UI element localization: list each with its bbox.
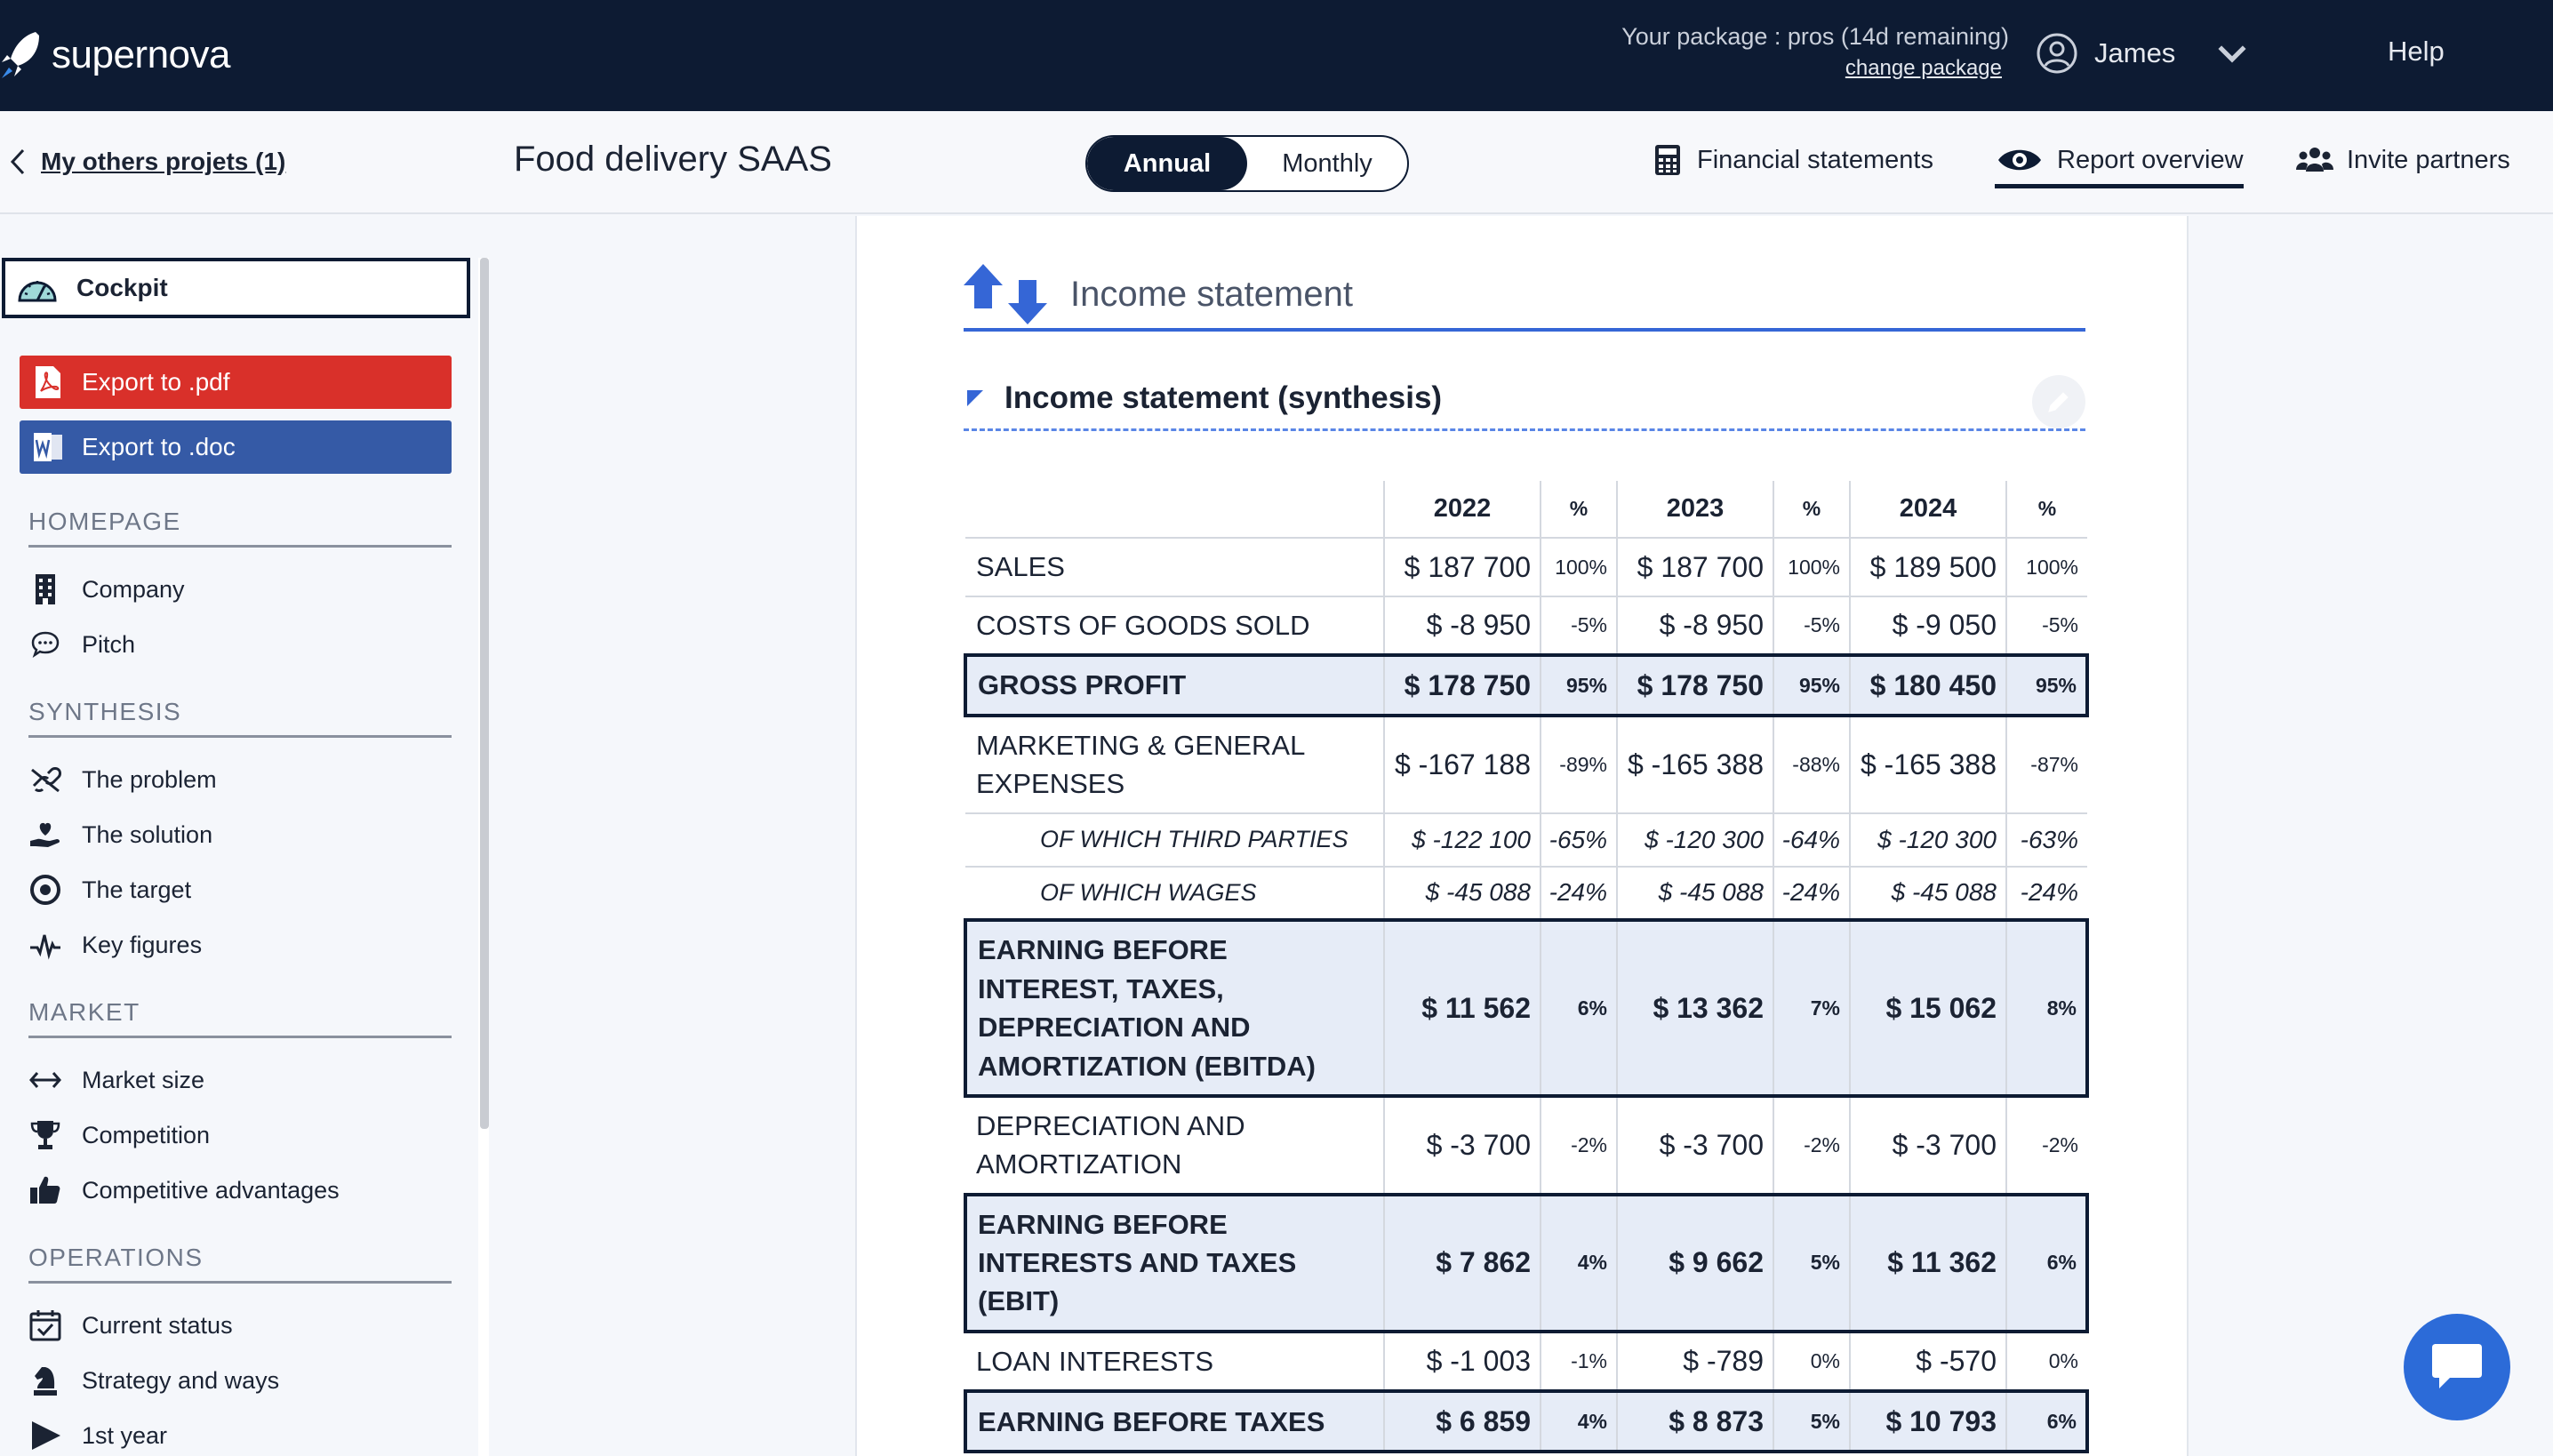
table-header-row bbox=[965, 481, 2087, 538]
amount-cell: $ 187 700 bbox=[1617, 538, 1773, 596]
percent-cell: -63% bbox=[2006, 813, 2087, 867]
table-row bbox=[965, 1391, 2087, 1452]
percent-cell: 6% bbox=[1541, 920, 1617, 1096]
percent-cell: 6% bbox=[2006, 1391, 2087, 1452]
amount-cell: $ 178 750 bbox=[1384, 655, 1541, 715]
amount-cell: $ 11 362 bbox=[1850, 1195, 2006, 1332]
table-row bbox=[965, 813, 2087, 867]
change-package-link[interactable]: change package bbox=[1845, 56, 2002, 80]
row-label: SALES bbox=[965, 538, 1384, 596]
row-label: EARNING BEFORE TAXES bbox=[965, 1391, 1384, 1452]
user-menu[interactable] bbox=[2036, 28, 2253, 78]
percent-cell: -5% bbox=[1541, 596, 1617, 655]
table-row bbox=[965, 867, 2087, 921]
amount-cell: $ -3 700 bbox=[1850, 1096, 2006, 1195]
section-synthesis: SYNTHESIS bbox=[28, 698, 452, 738]
export-doc-label: Export to .doc bbox=[82, 433, 236, 460]
sidebar-scrollbar-thumb[interactable] bbox=[480, 258, 489, 1129]
export-pdf-button[interactable] bbox=[20, 356, 452, 409]
income-statement-table bbox=[964, 481, 2089, 1453]
report-panel bbox=[855, 216, 2189, 1456]
amount-cell: $ 11 562 bbox=[1384, 920, 1541, 1096]
amount-cell: $ 13 362 bbox=[1617, 920, 1773, 1096]
toggle-monthly[interactable]: Monthly bbox=[1282, 148, 1373, 178]
table-row bbox=[965, 1096, 2087, 1195]
sidebar-item-1st-year[interactable] bbox=[28, 1419, 167, 1452]
amount-cell: $ -45 088 bbox=[1617, 867, 1773, 921]
amount-cell: $ -120 300 bbox=[1850, 813, 2006, 867]
project-title: Food delivery SAAS bbox=[514, 140, 832, 179]
thumbs-up-icon bbox=[28, 1173, 62, 1207]
trophy-icon bbox=[28, 1118, 62, 1152]
toggle-annual[interactable]: Annual bbox=[1087, 137, 1247, 190]
sidebar-item-competitive-advantages[interactable] bbox=[28, 1173, 340, 1207]
percent-cell: 8% bbox=[2006, 920, 2087, 1096]
percent-cell: -2% bbox=[2006, 1096, 2087, 1195]
header-blank bbox=[965, 481, 1384, 538]
percent-cell: 7% bbox=[1773, 920, 1850, 1096]
percent-cell: 100% bbox=[1541, 538, 1617, 596]
percent-cell: -2% bbox=[1541, 1096, 1617, 1195]
percent-cell: 95% bbox=[1541, 655, 1617, 715]
invite-partners-label: Invite partners bbox=[2347, 145, 2510, 174]
sidebar-item-label: Key figures bbox=[82, 931, 203, 958]
percent-cell: -24% bbox=[1541, 867, 1617, 921]
user-name: James bbox=[2094, 37, 2176, 68]
sidebar-item-company[interactable] bbox=[28, 572, 185, 606]
amount-cell: $ 7 862 bbox=[1384, 1195, 1541, 1332]
sidebar-item-market-size[interactable] bbox=[28, 1063, 204, 1097]
percent-cell: 4% bbox=[1541, 1195, 1617, 1332]
amount-cell: $ -165 388 bbox=[1850, 716, 2006, 813]
header-pct: % bbox=[2006, 481, 2087, 538]
percent-cell: -65% bbox=[1541, 813, 1617, 867]
play-icon bbox=[28, 1419, 62, 1452]
cockpit-button[interactable] bbox=[2, 258, 470, 318]
table-row bbox=[965, 1195, 2087, 1332]
report-overview-button[interactable] bbox=[1995, 143, 2244, 188]
sidebar-item-competition[interactable] bbox=[28, 1118, 210, 1152]
row-label: LOAN INTERESTS bbox=[965, 1332, 1384, 1391]
logo-text: supernova bbox=[52, 33, 230, 76]
amount-cell: $ 178 750 bbox=[1617, 655, 1773, 715]
pencil-icon bbox=[2045, 388, 2072, 415]
percent-cell: 5% bbox=[1773, 1391, 1850, 1452]
percent-cell: 4% bbox=[1541, 1391, 1617, 1452]
logo[interactable] bbox=[0, 27, 230, 84]
percent-cell: -5% bbox=[2006, 596, 2087, 655]
percent-cell: 6% bbox=[2006, 1195, 2087, 1332]
gauge-icon bbox=[16, 270, 59, 306]
report-overview-label: Report overview bbox=[2057, 145, 2244, 174]
rocket-icon bbox=[0, 28, 43, 82]
chevron-down-icon[interactable] bbox=[2211, 32, 2253, 75]
top-bar bbox=[0, 0, 2553, 111]
amount-cell: $ -120 300 bbox=[1617, 813, 1773, 867]
calendar-check-icon bbox=[28, 1308, 62, 1342]
amount-cell: $ 180 450 bbox=[1850, 655, 2006, 715]
amount-cell: $ -122 100 bbox=[1384, 813, 1541, 867]
percent-cell: -89% bbox=[1541, 716, 1617, 813]
sidebar-item-label: 1st year bbox=[82, 1421, 168, 1449]
section-title: Income statement bbox=[1070, 274, 1353, 314]
section-homepage: HOMEPAGE bbox=[28, 508, 452, 548]
percent-cell: 0% bbox=[1773, 1332, 1850, 1391]
help-link[interactable]: Help bbox=[2388, 36, 2445, 67]
sidebar-item-key-figures[interactable] bbox=[28, 928, 202, 962]
amount-cell: $ -570 bbox=[1850, 1332, 2006, 1391]
sidebar-item-the-solution[interactable] bbox=[28, 818, 212, 852]
back-to-projects[interactable] bbox=[7, 147, 285, 177]
row-label: OF WHICH WAGES bbox=[965, 867, 1384, 921]
percent-cell: -2% bbox=[1773, 1096, 1850, 1195]
sidebar-item-label: The problem bbox=[82, 765, 217, 793]
financial-statements-label: Financial statements bbox=[1697, 145, 1933, 174]
chat-bubble-icon bbox=[2429, 1342, 2485, 1392]
up-down-arrows-icon bbox=[964, 262, 1049, 326]
project-bar bbox=[0, 111, 2553, 214]
sidebar-item-label: Company bbox=[82, 575, 185, 603]
target-icon bbox=[28, 873, 62, 907]
percent-cell: -88% bbox=[1773, 716, 1850, 813]
amount-cell: $ -3 700 bbox=[1617, 1096, 1773, 1195]
header-pct: % bbox=[1773, 481, 1850, 538]
sidebar-item-label: The solution bbox=[82, 820, 213, 848]
section-market: MARKET bbox=[28, 998, 452, 1038]
sidebar-item-label: Current status bbox=[82, 1311, 233, 1339]
row-label: COSTS OF GOODS SOLD bbox=[965, 596, 1384, 655]
pdf-icon bbox=[32, 364, 64, 400]
package-info bbox=[1582, 23, 2009, 81]
table-row bbox=[965, 596, 2087, 655]
amount-cell: $ 15 062 bbox=[1850, 920, 2006, 1096]
sidebar-item-the-target[interactable] bbox=[28, 873, 191, 907]
chevron-left-icon bbox=[7, 147, 28, 177]
users-icon bbox=[2295, 143, 2334, 177]
percent-cell: 5% bbox=[1773, 1195, 1850, 1332]
percent-cell: 0% bbox=[2006, 1332, 2087, 1391]
amount-cell: $ -45 088 bbox=[1850, 867, 2006, 921]
hand-heart-icon bbox=[28, 818, 62, 852]
table-row bbox=[965, 920, 2087, 1096]
corner-flag-icon bbox=[965, 388, 985, 408]
header-pct: % bbox=[1541, 481, 1617, 538]
financial-statements-button[interactable] bbox=[1651, 143, 1933, 177]
edit-button[interactable] bbox=[2032, 375, 2085, 428]
amount-cell: $ -167 188 bbox=[1384, 716, 1541, 813]
percent-cell: 100% bbox=[2006, 538, 2087, 596]
header-year: 2023 bbox=[1617, 481, 1773, 538]
amount-cell: $ -9 050 bbox=[1850, 596, 2006, 655]
chess-knight-icon bbox=[28, 1364, 62, 1397]
percent-cell: 100% bbox=[1773, 538, 1850, 596]
sidebar-item-label: Pitch bbox=[82, 630, 136, 658]
amount-cell: $ 187 700 bbox=[1384, 538, 1541, 596]
sidebar-item-label: Competition bbox=[82, 1121, 211, 1148]
row-label: OF WHICH THIRD PARTIES bbox=[965, 813, 1384, 867]
back-label[interactable]: My others projets (1) bbox=[41, 148, 286, 175]
table-row bbox=[965, 538, 2087, 596]
table-row bbox=[965, 1332, 2087, 1391]
percent-cell: 95% bbox=[2006, 655, 2087, 715]
amount-cell: $ -3 700 bbox=[1384, 1096, 1541, 1195]
sidebar-item-label: Strategy and ways bbox=[82, 1366, 280, 1394]
user-circle-icon bbox=[2036, 32, 2078, 75]
pulse-icon bbox=[28, 928, 62, 962]
invite-partners-button[interactable] bbox=[2295, 143, 2510, 177]
table-row bbox=[965, 655, 2087, 715]
row-label: EARNING BEFORE INTERESTS AND TAXES (EBIT) bbox=[965, 1195, 1384, 1332]
row-label: EARNING BEFORE INTEREST, TAXES, DEPRECIATION AND AMORTIZATION (EBITDA) bbox=[965, 920, 1384, 1096]
sidebar-item-label: Market size bbox=[82, 1066, 205, 1093]
sidebar-item-current-status[interactable] bbox=[28, 1308, 233, 1342]
amount-cell: $ -789 bbox=[1617, 1332, 1773, 1391]
row-label: MARKETING & GENERAL EXPENSES bbox=[965, 716, 1384, 813]
chat-button[interactable] bbox=[2404, 1314, 2510, 1420]
broken-link-icon bbox=[28, 763, 62, 796]
amount-cell: $ 9 662 bbox=[1617, 1195, 1773, 1332]
building-icon bbox=[28, 572, 62, 606]
table-body bbox=[965, 538, 2087, 1452]
period-toggle bbox=[1085, 135, 1409, 192]
table-row bbox=[965, 716, 2087, 813]
sidebar-item-the-problem[interactable] bbox=[28, 763, 217, 796]
amount-cell: $ 8 873 bbox=[1617, 1391, 1773, 1452]
amount-cell: $ -165 388 bbox=[1617, 716, 1773, 813]
percent-cell: 95% bbox=[1773, 655, 1850, 715]
header-year: 2022 bbox=[1384, 481, 1541, 538]
cockpit-label: Cockpit bbox=[76, 274, 168, 301]
amount-cell: $ -8 950 bbox=[1617, 596, 1773, 655]
amount-cell: $ -1 003 bbox=[1384, 1332, 1541, 1391]
export-doc-button[interactable] bbox=[20, 420, 452, 474]
percent-cell: -87% bbox=[2006, 716, 2087, 813]
sidebar-item-pitch[interactable] bbox=[28, 628, 135, 661]
row-label: GROSS PROFIT bbox=[965, 655, 1384, 715]
package-text: Your package : pros (14d remaining) bbox=[1621, 23, 2009, 50]
row-label: DEPRECIATION AND AMORTIZATION bbox=[965, 1096, 1384, 1195]
percent-cell: -24% bbox=[1773, 867, 1850, 921]
income-statement-header bbox=[964, 260, 2085, 332]
section-operations: OPERATIONS bbox=[28, 1244, 452, 1284]
sidebar-item-strategy-and-ways[interactable] bbox=[28, 1364, 279, 1397]
percent-cell: -24% bbox=[2006, 867, 2087, 921]
amount-cell: $ 189 500 bbox=[1850, 538, 2006, 596]
export-pdf-label: Export to .pdf bbox=[82, 368, 230, 396]
sidebar bbox=[0, 216, 480, 1456]
amount-cell: $ -8 950 bbox=[1384, 596, 1541, 655]
subsection-title: Income statement (synthesis) bbox=[1004, 380, 1443, 415]
header-year: 2024 bbox=[1850, 481, 2006, 538]
calculator-icon bbox=[1651, 143, 1685, 177]
percent-cell: -1% bbox=[1541, 1332, 1617, 1391]
eye-icon bbox=[1995, 143, 2045, 177]
word-icon bbox=[32, 429, 64, 465]
sidebar-item-label: The target bbox=[82, 876, 192, 903]
amount-cell: $ 6 859 bbox=[1384, 1391, 1541, 1452]
percent-cell: -64% bbox=[1773, 813, 1850, 867]
percent-cell: -5% bbox=[1773, 596, 1850, 655]
income-statement-synthesis-header bbox=[964, 367, 2085, 431]
speech-bubble-icon bbox=[28, 628, 62, 661]
amount-cell: $ -45 088 bbox=[1384, 867, 1541, 921]
sidebar-item-label: Competitive advantages bbox=[82, 1176, 340, 1204]
arrows-horizontal-icon bbox=[28, 1063, 62, 1097]
amount-cell: $ 10 793 bbox=[1850, 1391, 2006, 1452]
